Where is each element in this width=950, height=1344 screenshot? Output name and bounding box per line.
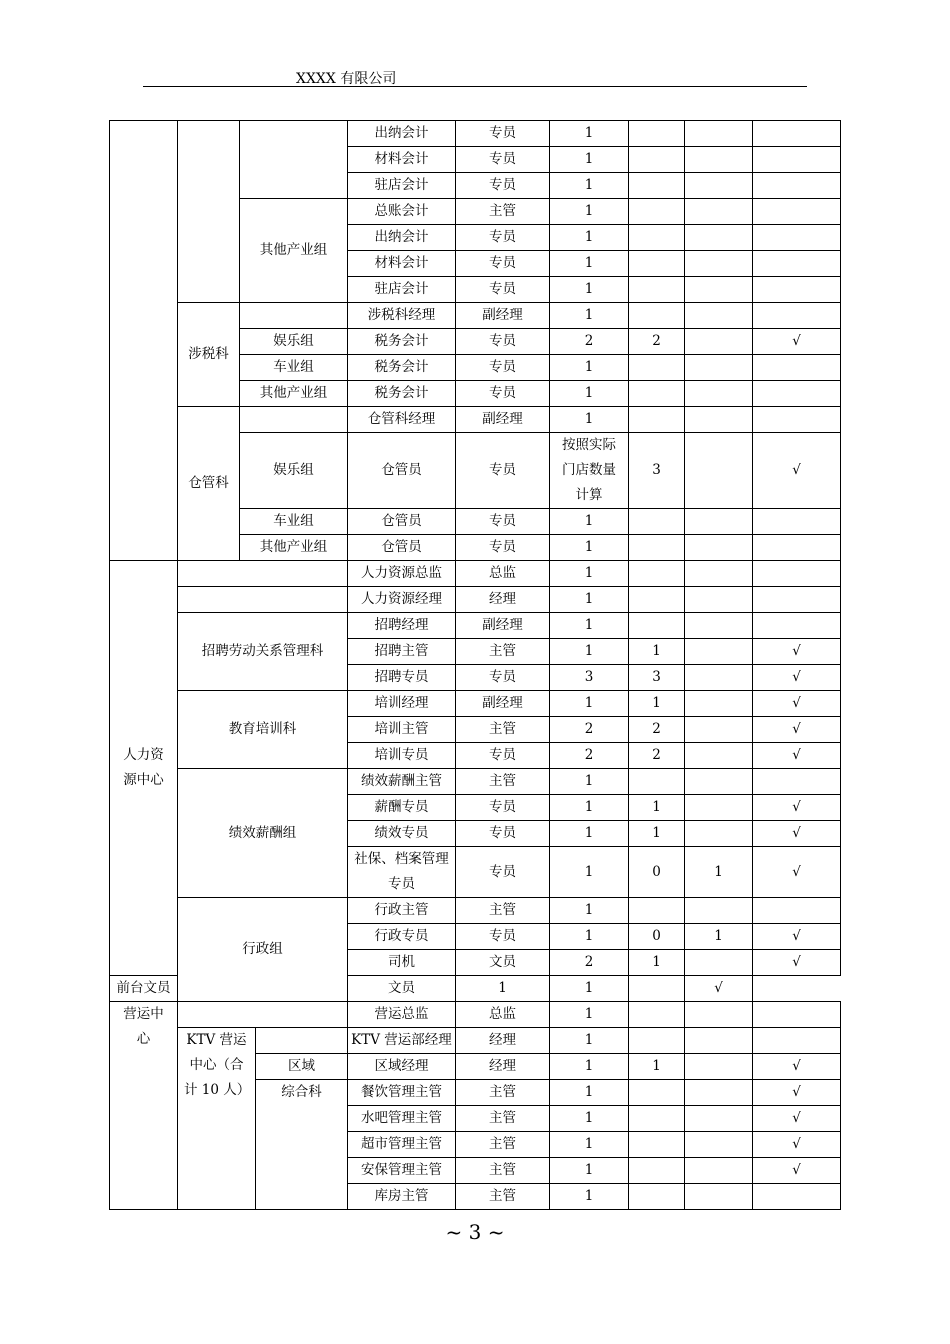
cell-col-b — [685, 665, 753, 691]
cell-col-b — [685, 173, 753, 199]
cell-count: 1 — [550, 147, 629, 173]
cell-check: √ — [753, 847, 841, 898]
cell-col-b — [685, 329, 753, 355]
cell-col-a — [629, 303, 685, 329]
cell-count: 1 — [550, 821, 629, 847]
cell-col-a — [629, 407, 685, 433]
cell-col-b — [685, 407, 753, 433]
cell-level: 专员 — [456, 329, 550, 355]
cell-col-a — [629, 535, 685, 561]
cell-check — [753, 509, 841, 535]
cell-col-a — [629, 1184, 685, 1210]
cell-col-b — [685, 561, 753, 587]
cell-col-b — [685, 1080, 753, 1106]
cell-position: 行政主管 — [348, 898, 456, 924]
cell-count: 1 — [550, 561, 629, 587]
cell-col-b — [685, 121, 753, 147]
cell-center-label: 人力资源中心 — [110, 561, 178, 976]
cell-level: 主管 — [456, 1080, 550, 1106]
cell-level: 主管 — [456, 199, 550, 225]
cell-col-a — [629, 225, 685, 251]
cell-level: 经理 — [456, 1028, 550, 1054]
cell-check: √ — [753, 1106, 841, 1132]
cell-col-b: 1 — [685, 924, 753, 950]
cell-level: 文员 — [456, 950, 550, 976]
cell-col-b — [685, 1106, 753, 1132]
cell-count: 1 — [550, 199, 629, 225]
cell-col-a: 0 — [629, 924, 685, 950]
cell-count: 1 — [550, 795, 629, 821]
cell-check — [753, 225, 841, 251]
cell-position: 水吧管理主管 — [348, 1106, 456, 1132]
cell-check: √ — [753, 950, 841, 976]
cell-count: 1 — [550, 173, 629, 199]
cell-check: √ — [753, 691, 841, 717]
cell-dept-label: 仓管科 — [178, 407, 240, 561]
cell-check — [753, 535, 841, 561]
cell-group-label: 区域 — [256, 1054, 348, 1080]
header-rule — [143, 86, 807, 87]
cell-count: 1 — [550, 639, 629, 665]
cell-col-b — [685, 743, 753, 769]
cell-empty-group — [240, 303, 348, 329]
cell-level: 副经理 — [456, 691, 550, 717]
cell-dept-label: 绩效薪酬组 — [178, 769, 348, 898]
cell-col-b — [629, 976, 685, 1002]
cell-count: 1 — [550, 1184, 629, 1210]
header-company: XXXX 有限公司 — [296, 71, 397, 87]
cell-check — [753, 1028, 841, 1054]
cell-position: 库房主管 — [348, 1184, 456, 1210]
cell-count: 1 — [550, 1028, 629, 1054]
cell-check: √ — [753, 1080, 841, 1106]
cell-check: √ — [685, 976, 753, 1002]
cell-check — [753, 121, 841, 147]
cell-col-b — [685, 251, 753, 277]
cell-col-b — [685, 1158, 753, 1184]
cell-col-a — [629, 199, 685, 225]
cell-col-b — [685, 433, 753, 509]
cell-position: 材料会计 — [348, 147, 456, 173]
cell-position: 区域经理 — [348, 1054, 456, 1080]
cell-check — [753, 355, 841, 381]
cell-check: √ — [753, 1054, 841, 1080]
cell-check: √ — [753, 743, 841, 769]
cell-col-a — [629, 173, 685, 199]
cell-check: √ — [753, 665, 841, 691]
cell-center-label: 营运中心 — [110, 1002, 178, 1210]
cell-level: 主管 — [456, 639, 550, 665]
cell-level: 主管 — [456, 717, 550, 743]
cell-position: 总账会计 — [348, 199, 456, 225]
cell-level: 专员 — [456, 121, 550, 147]
cell-col-a: 2 — [629, 329, 685, 355]
cell-empty-finance-center — [110, 121, 178, 561]
cell-check — [753, 277, 841, 303]
cell-check — [753, 251, 841, 277]
table-row — [110, 121, 841, 147]
cell-col-b — [685, 717, 753, 743]
cell-level: 专员 — [456, 821, 550, 847]
cell-check — [753, 381, 841, 407]
cell-level: 专员 — [456, 147, 550, 173]
cell-col-a — [629, 1106, 685, 1132]
table-row — [110, 407, 841, 433]
cell-dept-label: 教育培训科 — [178, 691, 348, 769]
cell-count: 2 — [550, 329, 629, 355]
cell-position: 仓管员 — [348, 433, 456, 509]
cell-position: 驻店会计 — [348, 173, 456, 199]
cell-col-a — [629, 587, 685, 613]
cell-level: 专员 — [456, 535, 550, 561]
cell-position: 餐饮管理主管 — [348, 1080, 456, 1106]
cell-level: 专员 — [456, 355, 550, 381]
cell-col-b — [685, 769, 753, 795]
cell-check — [753, 173, 841, 199]
cell-check: √ — [753, 821, 841, 847]
cell-col-b: 1 — [685, 847, 753, 898]
cell-col-a — [629, 251, 685, 277]
cell-col-a: 1 — [629, 639, 685, 665]
cell-check: √ — [753, 717, 841, 743]
staffing-table — [109, 120, 841, 1210]
cell-level: 经理 — [456, 587, 550, 613]
cell-level: 副经理 — [456, 303, 550, 329]
cell-position: KTV 营运部经理 — [348, 1028, 456, 1054]
cell-check — [753, 199, 841, 225]
cell-level: 专员 — [456, 433, 550, 509]
cell-level: 专员 — [456, 665, 550, 691]
cell-check — [753, 769, 841, 795]
cell-col-a: 1 — [629, 691, 685, 717]
cell-position: 行政专员 — [348, 924, 456, 950]
cell-level: 专员 — [456, 924, 550, 950]
cell-empty-group — [240, 121, 348, 199]
cell-check: √ — [753, 924, 841, 950]
cell-col-b — [685, 821, 753, 847]
cell-level: 专员 — [456, 381, 550, 407]
cell-level: 总监 — [456, 561, 550, 587]
cell-empty-finance-dept — [178, 121, 240, 303]
cell-col-a — [629, 1002, 685, 1028]
cell-col-a — [629, 769, 685, 795]
cell-position: 安保管理主管 — [348, 1158, 456, 1184]
cell-count: 1 — [550, 587, 629, 613]
cell-position: 绩效薪酬主管 — [348, 769, 456, 795]
cell-count: 1 — [550, 1002, 629, 1028]
cell-dept-label: 涉税科 — [178, 303, 240, 407]
cell-level: 专员 — [456, 173, 550, 199]
cell-level: 主管 — [456, 1158, 550, 1184]
cell-level: 专员 — [456, 847, 550, 898]
table-row — [110, 898, 841, 924]
cell-position: 绩效专员 — [348, 821, 456, 847]
cell-count: 按照实际门店数量计算 — [550, 433, 629, 509]
cell-count: 1 — [550, 355, 629, 381]
cell-empty-group — [178, 561, 348, 587]
cell-check: √ — [753, 639, 841, 665]
cell-position: 营运总监 — [348, 1002, 456, 1028]
cell-col-a — [629, 1158, 685, 1184]
cell-check — [753, 898, 841, 924]
cell-position: 税务会计 — [348, 381, 456, 407]
cell-group-label: 娱乐组 — [240, 329, 348, 355]
cell-col-a — [629, 1132, 685, 1158]
cell-col-a: 3 — [629, 665, 685, 691]
cell-level: 主管 — [456, 1132, 550, 1158]
page-number: ~ 3 ~ — [445, 1220, 505, 1244]
cell-level: 专员 — [456, 251, 550, 277]
cell-col-a — [629, 277, 685, 303]
cell-position: 招聘主管 — [348, 639, 456, 665]
cell-check — [753, 407, 841, 433]
cell-position: 人力资源经理 — [348, 587, 456, 613]
table-row — [110, 1002, 841, 1028]
cell-col-b — [685, 381, 753, 407]
cell-col-b — [685, 1184, 753, 1210]
cell-position: 培训主管 — [348, 717, 456, 743]
cell-group-label: 其他产业组 — [240, 199, 348, 303]
cell-count: 1 — [550, 225, 629, 251]
cell-count: 2 — [550, 743, 629, 769]
cell-level: 主管 — [456, 769, 550, 795]
cell-count: 1 — [550, 1106, 629, 1132]
cell-col-b — [685, 1028, 753, 1054]
cell-count: 1 — [550, 407, 629, 433]
cell-level: 主管 — [456, 1184, 550, 1210]
cell-col-a — [629, 509, 685, 535]
cell-count: 1 — [456, 976, 550, 1002]
cell-count: 1 — [550, 535, 629, 561]
cell-level: 主管 — [456, 1106, 550, 1132]
cell-check: √ — [753, 1158, 841, 1184]
cell-level: 经理 — [456, 1054, 550, 1080]
cell-position: 税务会计 — [348, 329, 456, 355]
cell-col-a: 1 — [629, 1054, 685, 1080]
cell-count: 1 — [550, 303, 629, 329]
cell-count: 1 — [550, 1158, 629, 1184]
cell-col-b — [685, 199, 753, 225]
cell-position: 驻店会计 — [348, 277, 456, 303]
cell-level: 文员 — [348, 976, 456, 1002]
cell-col-b — [685, 691, 753, 717]
table-row — [110, 1028, 841, 1054]
cell-position: 薪酬专员 — [348, 795, 456, 821]
cell-col-b — [685, 147, 753, 173]
cell-level: 专员 — [456, 509, 550, 535]
cell-col-a — [629, 381, 685, 407]
cell-position: 仓管员 — [348, 509, 456, 535]
cell-col-b — [685, 795, 753, 821]
cell-position: 人力资源总监 — [348, 561, 456, 587]
cell-count: 1 — [550, 277, 629, 303]
cell-group-label: 其他产业组 — [240, 535, 348, 561]
cell-col-b — [685, 303, 753, 329]
cell-count: 1 — [550, 1080, 629, 1106]
table-row — [110, 691, 841, 717]
cell-check — [753, 147, 841, 173]
cell-check — [753, 587, 841, 613]
cell-col-b — [685, 950, 753, 976]
cell-col-b — [685, 639, 753, 665]
cell-col-a — [629, 561, 685, 587]
cell-empty-group — [256, 1028, 348, 1054]
cell-col-b — [685, 1054, 753, 1080]
cell-count: 1 — [550, 691, 629, 717]
cell-position: 培训专员 — [348, 743, 456, 769]
table-row — [110, 303, 841, 329]
cell-col-a — [629, 1080, 685, 1106]
cell-dept-label: 招聘劳动关系管理科 — [178, 613, 348, 691]
cell-check — [753, 303, 841, 329]
cell-subcenter-label: KTV 营运中心（合计 10 人） — [178, 1028, 256, 1210]
cell-group-label: 娱乐组 — [240, 433, 348, 509]
cell-check: √ — [753, 795, 841, 821]
cell-col-b — [685, 587, 753, 613]
table-row — [110, 587, 841, 613]
table-row — [110, 769, 841, 795]
cell-count: 1 — [550, 898, 629, 924]
cell-count: 1 — [550, 121, 629, 147]
cell-col-b — [685, 225, 753, 251]
cell-group-label: 综合科 — [256, 1080, 348, 1210]
cell-position: 仓管员 — [348, 535, 456, 561]
cell-empty-group — [178, 587, 348, 613]
cell-level: 专员 — [456, 743, 550, 769]
cell-position: 仓管科经理 — [348, 407, 456, 433]
cell-col-b — [685, 277, 753, 303]
cell-col-a: 1 — [629, 795, 685, 821]
cell-check: √ — [753, 329, 841, 355]
cell-col-b — [685, 509, 753, 535]
cell-col-b — [685, 613, 753, 639]
cell-count: 1 — [550, 1054, 629, 1080]
cell-group-label: 车业组 — [240, 509, 348, 535]
cell-level: 专员 — [456, 225, 550, 251]
cell-col-a — [629, 355, 685, 381]
cell-check: √ — [753, 1132, 841, 1158]
cell-count: 1 — [550, 847, 629, 898]
cell-level: 专员 — [456, 795, 550, 821]
cell-count: 1 — [550, 509, 629, 535]
cell-empty-group — [240, 407, 348, 433]
cell-position: 出纳会计 — [348, 121, 456, 147]
cell-col-a: 0 — [629, 847, 685, 898]
cell-count: 2 — [550, 717, 629, 743]
cell-count: 1 — [550, 769, 629, 795]
cell-level: 总监 — [456, 1002, 550, 1028]
cell-count: 1 — [550, 381, 629, 407]
cell-col-b — [685, 355, 753, 381]
table-row — [110, 613, 841, 639]
cell-count: 2 — [550, 950, 629, 976]
cell-position: 招聘经理 — [348, 613, 456, 639]
cell-col-b — [685, 1132, 753, 1158]
cell-position: 招聘专员 — [348, 665, 456, 691]
table-row — [110, 561, 841, 587]
cell-position: 材料会计 — [348, 251, 456, 277]
cell-position: 出纳会计 — [348, 225, 456, 251]
cell-position: 超市管理主管 — [348, 1132, 456, 1158]
cell-col-a: 1 — [550, 976, 629, 1002]
cell-col-a: 2 — [629, 743, 685, 769]
cell-level: 专员 — [456, 277, 550, 303]
cell-group-label: 其他产业组 — [240, 381, 348, 407]
cell-col-b — [685, 535, 753, 561]
cell-check — [753, 561, 841, 587]
cell-col-a — [629, 1028, 685, 1054]
cell-col-a: 3 — [629, 433, 685, 509]
cell-col-a — [629, 613, 685, 639]
cell-level: 副经理 — [456, 613, 550, 639]
cell-count: 1 — [550, 924, 629, 950]
cell-position: 培训经理 — [348, 691, 456, 717]
cell-level: 副经理 — [456, 407, 550, 433]
cell-count: 1 — [550, 613, 629, 639]
cell-position: 税务会计 — [348, 355, 456, 381]
cell-count: 3 — [550, 665, 629, 691]
cell-col-b — [685, 898, 753, 924]
cell-count: 1 — [550, 251, 629, 277]
cell-col-b — [685, 1002, 753, 1028]
cell-col-a: 1 — [629, 950, 685, 976]
cell-group-label: 车业组 — [240, 355, 348, 381]
cell-position: 司机 — [348, 950, 456, 976]
cell-position: 社保、档案管理专员 — [348, 847, 456, 898]
cell-empty-group — [178, 1002, 348, 1028]
cell-check — [753, 1002, 841, 1028]
cell-check — [753, 1184, 841, 1210]
cell-col-a: 1 — [629, 821, 685, 847]
cell-count: 1 — [550, 1132, 629, 1158]
cell-col-a — [629, 898, 685, 924]
cell-level: 主管 — [456, 898, 550, 924]
cell-check — [753, 613, 841, 639]
cell-col-a — [629, 121, 685, 147]
cell-position: 前台文员 — [110, 976, 178, 1002]
cell-col-a: 2 — [629, 717, 685, 743]
cell-dept-label: 行政组 — [178, 898, 348, 1002]
cell-col-a — [629, 147, 685, 173]
cell-check: √ — [753, 433, 841, 509]
cell-position: 涉税科经理 — [348, 303, 456, 329]
